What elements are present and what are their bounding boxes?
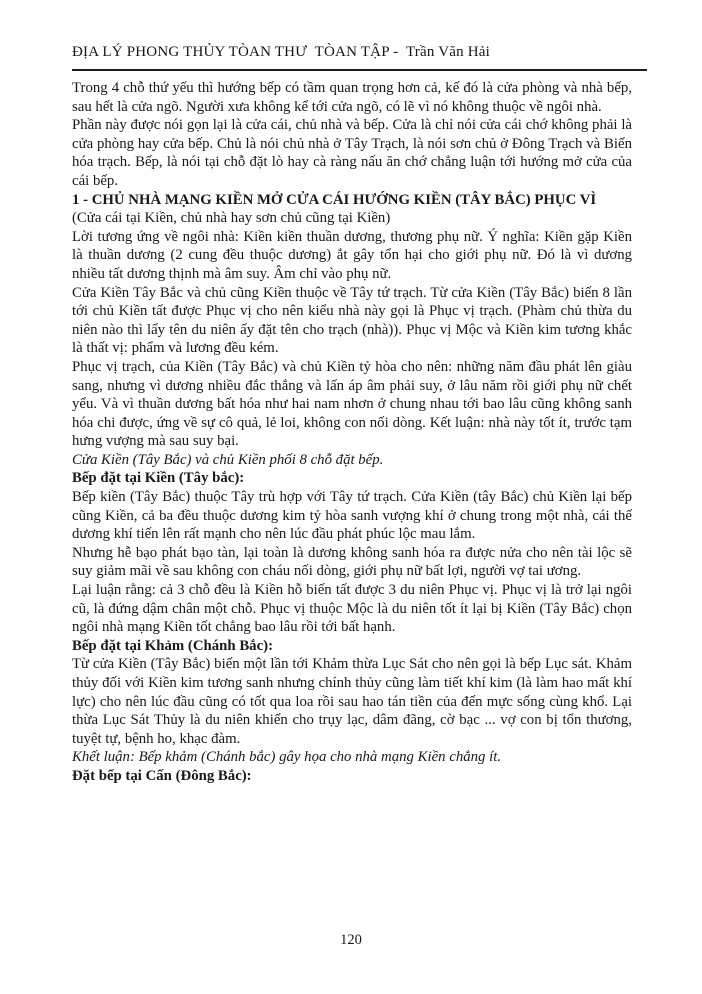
subsection-heading-can: Đặt bếp tại Cấn (Đông Bắc): [72, 767, 252, 784]
page-number: 120 [340, 932, 362, 948]
running-header: ĐỊA LÝ PHONG THỦY TÒAN THƯ TÒAN TẬP - Trần Văn Hải [72, 44, 491, 60]
body-paragraph: Nhưng hễ bạo phát bạo tàn, lại toàn là dương không sanh hóa ra được nửa cho nên tài lộc sẽ suy giảm mãi về sau không con cháu nối dòng, giới phụ nữ bất lợi, người vợ tai ương. [72, 544, 632, 580]
body-paragraph: Lại luận rằng: cả 3 chỗ đều là Kiền hỗ biến tất được 3 du niên Phục vị. Phục vị là trở lại ngôi cũ, là đứng dậm chân một chỗ. Phục vị thuộc Mộc là du niên tốt ít lại bị Kiền (Tây Bắc) chọn ngôi nhà mạng Kiền tốt chẳng bao lâu rồi tới bất hạnh. [72, 582, 632, 636]
body-paragraph: Từ cửa Kiền (Tây Bắc) biến một lần tới Khảm thừa Lục Sát cho nên gọi là bếp Lục sát. Khảm thủy đối với Kiền kim tương sanh nhưng chính thủy cũng làm tiết khí kim (là làm hao mất khí lực) cho nên lúc đầu cũng có tốt qua loa rồi sau hao tán tiền của đến mực sống cùng khổ. Lại thừa Lục Sát Thủy là du niên khiến cho trụy lạc, dâm đãng, cờ bạc ... vợ con bị tổn thương, tuyệt tự, bệnh ho, khạc đàm. [72, 656, 632, 747]
subsection-heading-kien: Bếp đặt tại Kiền (Tây bắc): [72, 470, 245, 487]
section-heading: 1 - CHỦ NHÀ MẠNG KIỀN MỞ CỬA CÁI HƯỚNG KIỀN (TÂY BẮC) PHỤC VÌ [72, 191, 597, 208]
italic-conclusion: Khết luận: Bếp khảm (Chánh bắc) gây họa cho nhà mạng Kiền chẳng ít. [72, 749, 502, 766]
body-paragraph: (Cửa cái tại Kiền, chủ nhà hay sơn chủ cũng tại Kiền) [72, 210, 391, 227]
italic-note: Cửa Kiền (Tây Bắc) và chủ Kiền phối 8 chỗ đặt bếp. [72, 451, 384, 468]
body-paragraph: Phần này được nói gọn lại là cửa cái, chủ nhà và bếp. Cửa là chỉ nói cửa cái chớ không phải là cửa phòng hay cửa bếp. Chủ là nói chủ nhà ở Tây Trạch, là nói sơn chủ ở Đông Trạch và Biến hóa trạch. Bếp, là nói tại chỗ đặt lò hay cà ràng nấu ăn chớ chẳng luận tới hướng mở cửa của cái bếp. [72, 117, 632, 189]
body-paragraph: Phục vị trạch, của Kiền (Tây Bắc) và chủ Kiền tỷ hòa cho nên: những năm đầu phát lên giàu sang, nhưng vì dương nhiều đắc thắng và lấn áp âm phải suy, ở lâu năm rồi giới phụ nữ chết yểu. Và vì thuần dương bất hóa như hai nam nhơn ở chung nhau tới bao lâu cũng không sanh hóa chi được, ứng về sự cô quả, lẻ loi, không con nối dòng. Kết luận: nhà này tốt ít, trước tạm hưng vượng mà sau suy bại. [72, 358, 632, 450]
body-paragraph: Lời tương ứng về ngôi nhà: Kiền kiền thuần dương, thương phụ nữ. Ý nghĩa: Kiền gặp Kiền là thuần dương (2 cung đều thuộc dương) ắt gây tổn hại cho giới phụ nữ. Đó là vì dương nhiều tất dương thịnh mà âm suy. Âm chỉ vào phụ nữ. [72, 228, 632, 282]
body-paragraph: Trong 4 chỗ thứ yếu thì hướng bếp có tầm quan trọng hơn cả, kế đó là cửa phòng và nhà bếp, sau hết là cửa ngõ. Người xưa không kể tới cửa ngõ, có lẽ vì nó không thuộc về ngôi nhà. [72, 80, 632, 115]
header-rule [72, 69, 647, 71]
body-paragraph: Cửa Kiền Tây Bắc và chủ cũng Kiền thuộc về Tây tứ trạch. Từ cửa Kiền (Tây Bắc) biến 8 lần tới chủ Kiền tất được Phục vị cho nên kiểu nhà này gọi là Phục vị trạch. (Phàm chủ thừa du niên nào thì lấy tên du niên ấy đặt tên cho trạch (nhà)). Phục vị Mộc và Kiền kim tương khắc là thất vị: phẩm và lương đều kém. [72, 284, 632, 357]
body-paragraph: Bếp kiền (Tây Bắc) thuộc Tây trù hợp với Tây tứ trạch. Cửa Kiền (tây Bắc) chủ Kiền lại bếp cũng Kiền, cả ba đều thuộc dương kim tỷ hòa sanh vượng khí ở chung trong một nhà, cái thế dương khí tiến lên rất mạnh cho nên lúc đầu phát phúc lộc mau lắm. [72, 489, 632, 543]
subsection-heading-kham: Bếp đặt tại Khảm (Chánh Bắc): [72, 637, 274, 654]
page-body [72, 79, 632, 786]
